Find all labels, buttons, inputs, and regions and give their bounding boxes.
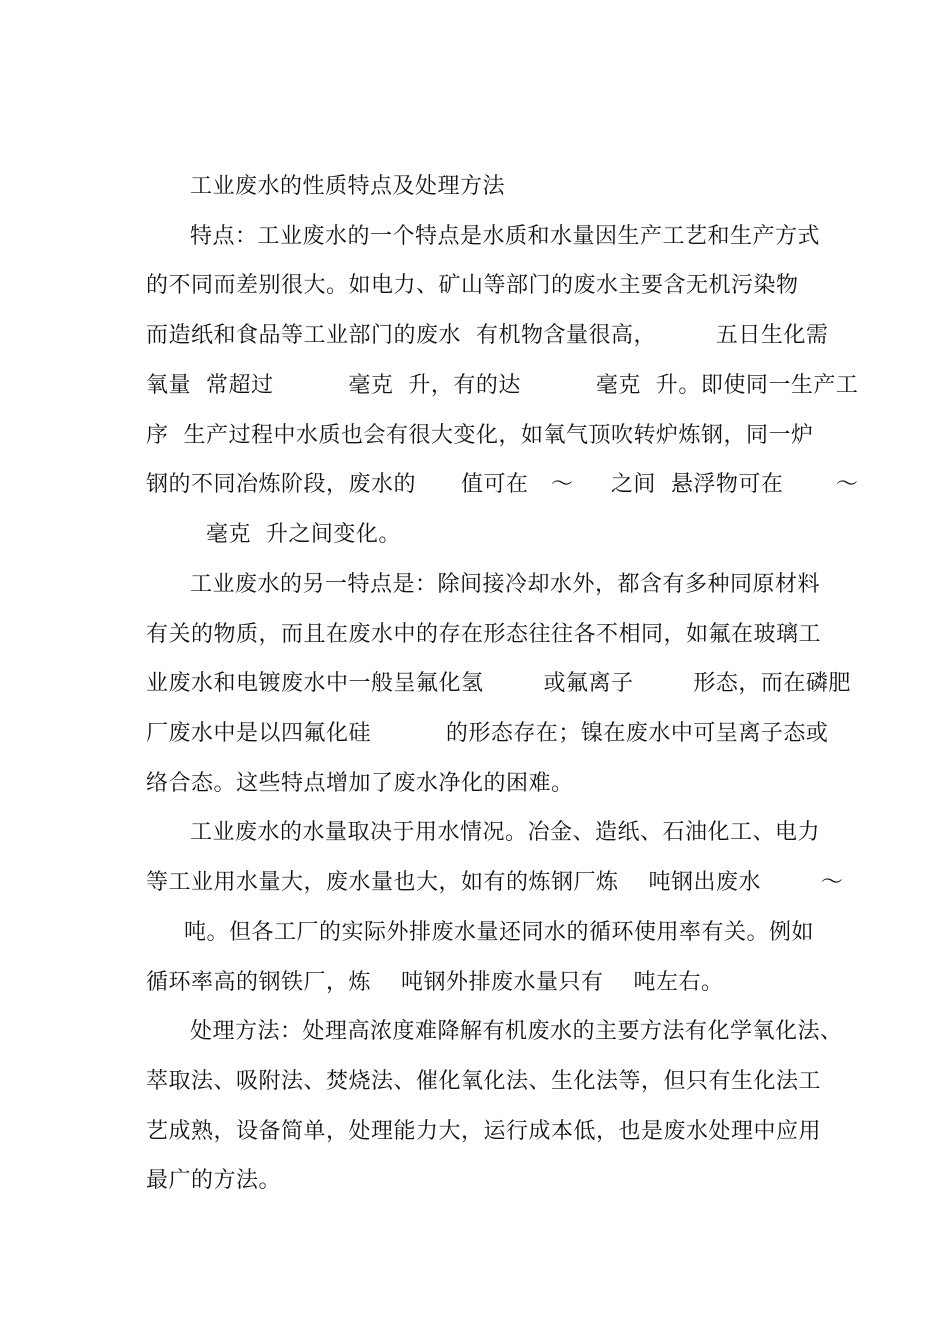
paragraph-line: 序 生产过程中水质也会有很大变化，如氧气顶吹转炉炼钢，同一炉 <box>146 423 814 448</box>
paragraph-line: 而造纸和食品等工业部门的废水 有机物含量很高， 五日生化需 <box>146 323 829 348</box>
paragraph-line: 循环率高的钢铁厂，炼 吨钢外排废水量只有 吨左右。 <box>146 970 724 995</box>
paragraph-line: 萃取法、吸附法、焚烧法、催化氧化法、生化法等，但只有生化法工 <box>146 1069 822 1094</box>
paragraph-line: 艺成熟，设备简单，处理能力大，运行成本低，也是废水处理中应用 <box>146 1119 822 1144</box>
paragraph-line: 毫克 升之间变化。 <box>146 522 401 547</box>
paragraph-line: 的不同而差别很大。如电力、矿山等部门的废水主要含无机污染物 <box>146 273 799 298</box>
paragraph-line: 有关的物质，而且在废水中的存在形态往往各不相同，如氟在玻璃工 <box>146 622 822 647</box>
paragraph-line: 工业废水的另一特点是：除间接冷却水外，都含有多种同原材料 <box>190 572 821 597</box>
paragraph-line: 吨。但各工厂的实际外排废水量还同水的循环使用率有关。例如 <box>184 920 815 945</box>
paragraph-line: 络合态。这些特点增加了废水净化的困难。 <box>146 771 574 796</box>
paragraph-line: 厂废水中是以四氟化硅 的形态存在；镍在废水中可呈离子态或 <box>146 721 829 746</box>
paragraph-line: 氧量 常超过 毫克 升，有的达 毫克 升。即使同一生产工 <box>146 373 859 398</box>
paragraph-line: 处理方法：处理高浓度难降解有机废水的主要方法有化学氧化法、 <box>190 1019 843 1044</box>
paragraph-line: 钢的不同冶炼阶段，废水的 值可在 ～ 之间 悬浮物可在 ～ <box>146 472 859 497</box>
paragraph-line: 等工业用水量大，废水量也大，如有的炼钢厂炼 吨钢出废水 ～ <box>146 870 844 895</box>
paragraph-line: 工业废水的水量取决于用水情况。冶金、造纸、石油化工、电力 <box>190 820 821 845</box>
paragraph-line: 业废水和电镀废水中一般呈氟化氢 或氟离子 形态，而在磷肥 <box>146 671 851 696</box>
paragraph-line: 最广的方法。 <box>146 1168 282 1193</box>
document-title: 工业废水的性质特点及处理方法 <box>190 174 506 199</box>
paragraph-line: 特点：工业废水的一个特点是水质和水量因生产工艺和生产方式 <box>190 224 821 249</box>
